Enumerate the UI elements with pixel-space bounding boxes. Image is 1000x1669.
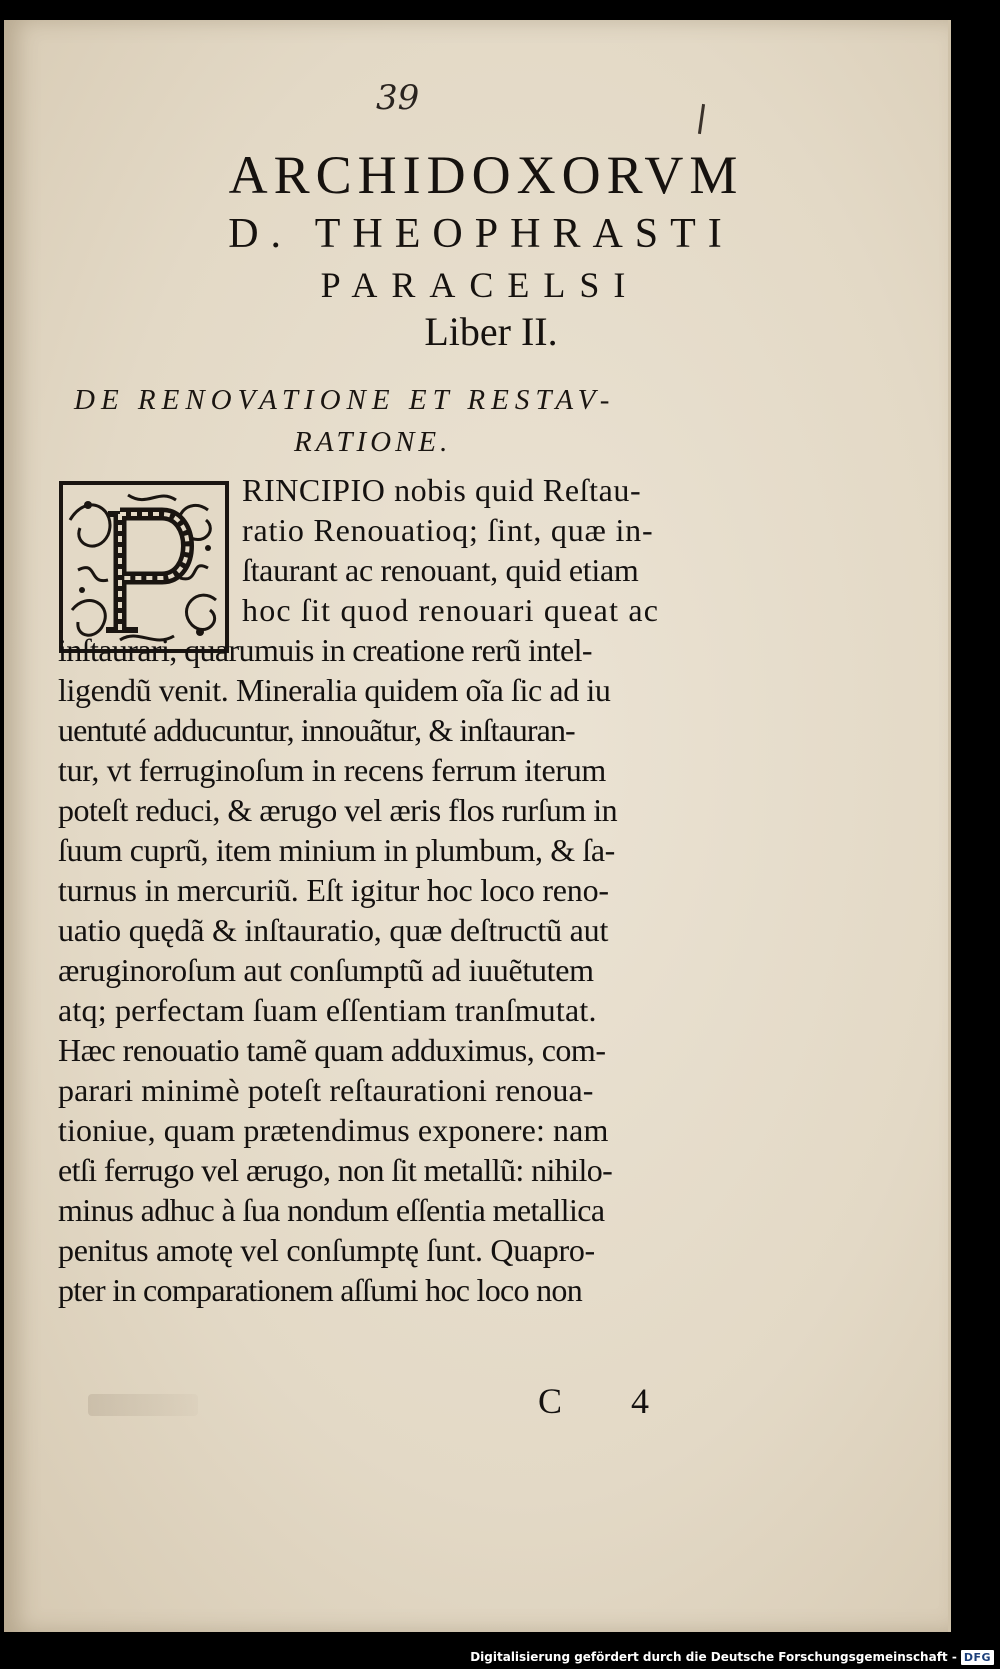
body-line-14: atq; perfectam ſuam eſſentiam tranſmutat. xyxy=(58,992,597,1028)
chapter-heading-line-2: RATIONE. xyxy=(294,426,452,458)
body-line-2: ratio Renouatioq; ſint, quæ in- xyxy=(242,512,654,548)
body-line-6: ligendũ venit. Mineralia quidem oĩa ſic ad iu xyxy=(58,672,611,708)
body-line-17: tioniue, quam prætendimus exponere: nam xyxy=(58,1112,609,1148)
body-line-5: inſtaurari, quarumuis in creatione rerũ intel- xyxy=(58,632,592,668)
body-line-3: ſtaurant ac renouant, quid etiam xyxy=(242,552,639,588)
body-line-10: ſuum cuprũ, item minium in plumbum, & ſa- xyxy=(58,832,615,868)
body-line-19: minus adhuc à ſua nondum eſſentia metallica xyxy=(58,1192,605,1228)
body-line-21: pter in comparationem aſſumi hoc loco non xyxy=(58,1272,583,1308)
body-line-4: hoc ſit quod renouari queat ac xyxy=(242,592,660,628)
signature-mark: C 4 xyxy=(538,1381,680,1421)
title-line-3: PARACELSI xyxy=(320,265,640,305)
title-line-4: Liber II. xyxy=(424,309,558,354)
body-line-8: tur, vt ferruginoſum in recens ferrum iterum xyxy=(58,752,607,788)
body-line-15: Hæc renouatio tamẽ quam adduximus, com- xyxy=(58,1032,606,1068)
footer-credit-text: Digitalisierung gefördert durch die Deutsche Forschungsgemeinschaft - xyxy=(470,1650,957,1664)
body-line-20: penitus amotę vel conſumptę ſunt. Quapro- xyxy=(58,1232,595,1268)
body-line-12: uatio quędã & inſtauratio, quæ deſtructũ aut xyxy=(58,912,609,948)
body-line-16: parari minimè poteſt reſtaurationi renoua- xyxy=(58,1072,594,1108)
digitization-footer xyxy=(470,1645,1000,1669)
body-line-7: uentuté adducuntur, innouãtur, & inſtauran- xyxy=(58,712,575,748)
decorated-initial-p-icon xyxy=(58,480,230,654)
body-line-18: etſi ferrugo vel ærugo, non ſit metallũ: nihilo- xyxy=(58,1152,613,1188)
faded-show-through xyxy=(88,1394,198,1416)
body-line-1: RINCIPIO nobis quid Reſtau- xyxy=(242,472,642,508)
chapter-heading-line-1: DE RENOVATIONE ET RESTAV- xyxy=(74,384,616,416)
page-number: 39 xyxy=(376,78,420,118)
dfg-logo-icon: DFG xyxy=(961,1650,994,1665)
pencil-mark xyxy=(698,104,705,134)
body-line-11: turnus in mercuriũ. Eſt igitur hoc loco reno- xyxy=(58,872,609,908)
body-line-9: poteſt reduci, & ærugo vel æris flos rurſum in xyxy=(58,792,618,828)
title-line-1: ARCHIDOXORVM xyxy=(228,145,744,205)
body-line-13: æruginoroſum aut conſumptũ ad iuuẽtutem xyxy=(58,952,594,988)
title-line-2: D. THEOPHRASTI xyxy=(228,211,734,257)
book-page xyxy=(4,20,951,1632)
